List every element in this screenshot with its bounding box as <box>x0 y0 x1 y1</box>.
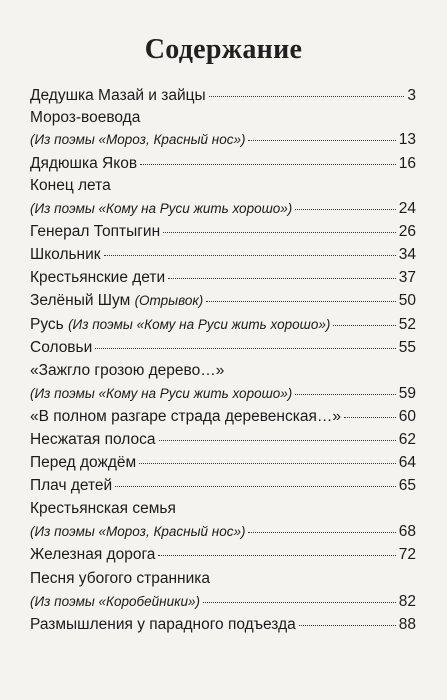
toc-page-number: 52 <box>398 316 416 333</box>
toc-entry-heading <box>30 361 416 381</box>
toc-page-number: 26 <box>398 223 416 240</box>
dot-leader <box>115 485 396 487</box>
toc-entry-title: Перед дождём <box>30 454 137 471</box>
toc-entry-title: Дядюшка Яков <box>30 155 138 172</box>
toc-page-number: 37 <box>398 269 416 286</box>
toc-entry-title: Конец лета <box>30 177 111 194</box>
dot-leader <box>139 462 396 464</box>
toc-entry-title: Железная дорога <box>30 546 156 563</box>
toc-entry-title: Песня убогого странника <box>30 570 210 587</box>
toc-entry-title: «Зажгло грозою дерево…» <box>30 362 225 379</box>
toc-page-number: 88 <box>398 616 416 633</box>
dot-leader <box>248 531 395 533</box>
toc-page-number: 60 <box>398 408 416 425</box>
toc-page-number: 55 <box>398 339 416 356</box>
toc-entry <box>30 291 416 311</box>
toc-entry <box>30 315 416 335</box>
toc-page-number: 16 <box>398 155 416 172</box>
toc-entry-subtitle: (Из поэмы «Кому на Руси жить хорошо») <box>30 201 293 216</box>
dot-leader <box>158 554 395 556</box>
toc-page-number: 3 <box>407 87 416 104</box>
dot-leader <box>295 208 395 210</box>
dot-leader <box>95 347 395 349</box>
toc-entry-title: Школьник <box>30 246 101 263</box>
toc-entry-title: Плач детей <box>30 477 113 494</box>
toc-entry-title: «В полном разгаре страда деревенская…» <box>30 408 341 425</box>
toc-entry-title: Дедушка Мазай и зайцы <box>30 87 206 104</box>
toc-entry-title: Зелёный Шум (Отрывок) <box>30 292 204 309</box>
toc-page-number: 24 <box>398 200 416 217</box>
toc-entry <box>30 476 416 496</box>
toc-page-number: 13 <box>398 131 416 148</box>
toc-entry <box>30 453 416 473</box>
toc-entry-title: Несжатая полоса <box>30 431 156 448</box>
toc-entry-subtitle: (Из поэмы «Кому на Руси жить хорошо») <box>68 317 331 332</box>
toc-entry <box>30 545 416 565</box>
toc-page-number: 65 <box>398 477 416 494</box>
toc-entry-subtitle: (Из поэмы «Мороз, Красный нос») <box>30 524 246 539</box>
dot-leader <box>295 393 395 395</box>
dot-leader <box>159 439 396 441</box>
toc-entry-heading <box>30 176 416 196</box>
toc-page-number: 62 <box>398 431 416 448</box>
dot-leader <box>163 231 396 233</box>
toc-entry-heading <box>30 569 416 589</box>
toc-entry <box>30 522 416 542</box>
toc-entry-title: Крестьянская семья <box>30 500 176 517</box>
toc-entry <box>30 384 416 404</box>
dot-leader <box>333 324 395 326</box>
toc-entry-subtitle: (Из поэмы «Кому на Руси жить хорошо») <box>30 386 293 401</box>
toc-entry-subtitle: (Из поэмы «Мороз, Красный нос») <box>30 132 246 147</box>
toc-page-number: 50 <box>398 292 416 309</box>
dot-leader <box>206 300 396 302</box>
toc-entry-subtitle: (Отрывок) <box>134 293 204 308</box>
toc-entry <box>30 130 416 150</box>
toc-page-number: 82 <box>398 593 416 610</box>
toc-entry-subtitle: (Из поэмы «Коробейники») <box>30 594 200 609</box>
dot-leader <box>344 416 396 418</box>
toc-entry <box>30 338 416 358</box>
dot-leader <box>104 254 396 256</box>
toc-entry <box>30 407 416 427</box>
toc-entry <box>30 592 416 612</box>
toc-page-number: 34 <box>398 246 416 263</box>
toc-page-number: 64 <box>398 454 416 471</box>
toc-entry-title: Генерал Топтыгин <box>30 223 161 240</box>
dot-leader <box>140 163 396 165</box>
toc-entry <box>30 86 416 106</box>
dot-leader <box>203 601 396 603</box>
toc-entry <box>30 222 416 242</box>
toc-entry-heading <box>30 499 416 519</box>
toc-entry <box>30 245 416 265</box>
toc-page-number: 59 <box>398 385 416 402</box>
toc-entry-title: Русь (Из поэмы «Кому на Руси жить хорошо») <box>30 316 331 333</box>
toc-entry-title: Крестьянские дети <box>30 269 166 286</box>
dot-leader <box>209 95 405 97</box>
toc-entry <box>30 154 416 174</box>
toc-entry <box>30 615 416 635</box>
toc-entry <box>30 199 416 219</box>
toc-entry-title: Мороз-воевода <box>30 109 141 126</box>
toc-entry <box>30 268 416 288</box>
toc-page-number: 68 <box>398 523 416 540</box>
toc-entry-title: Соловьи <box>30 339 93 356</box>
toc-entry-heading <box>30 108 416 128</box>
toc-page-number: 72 <box>398 546 416 563</box>
dot-leader <box>248 139 395 141</box>
toc-entry-title: Размышления у парадного подъезда <box>30 616 296 633</box>
dot-leader <box>168 277 396 279</box>
page-title: Содержание <box>144 34 303 65</box>
dot-leader <box>299 624 396 626</box>
toc-entry <box>30 430 416 450</box>
